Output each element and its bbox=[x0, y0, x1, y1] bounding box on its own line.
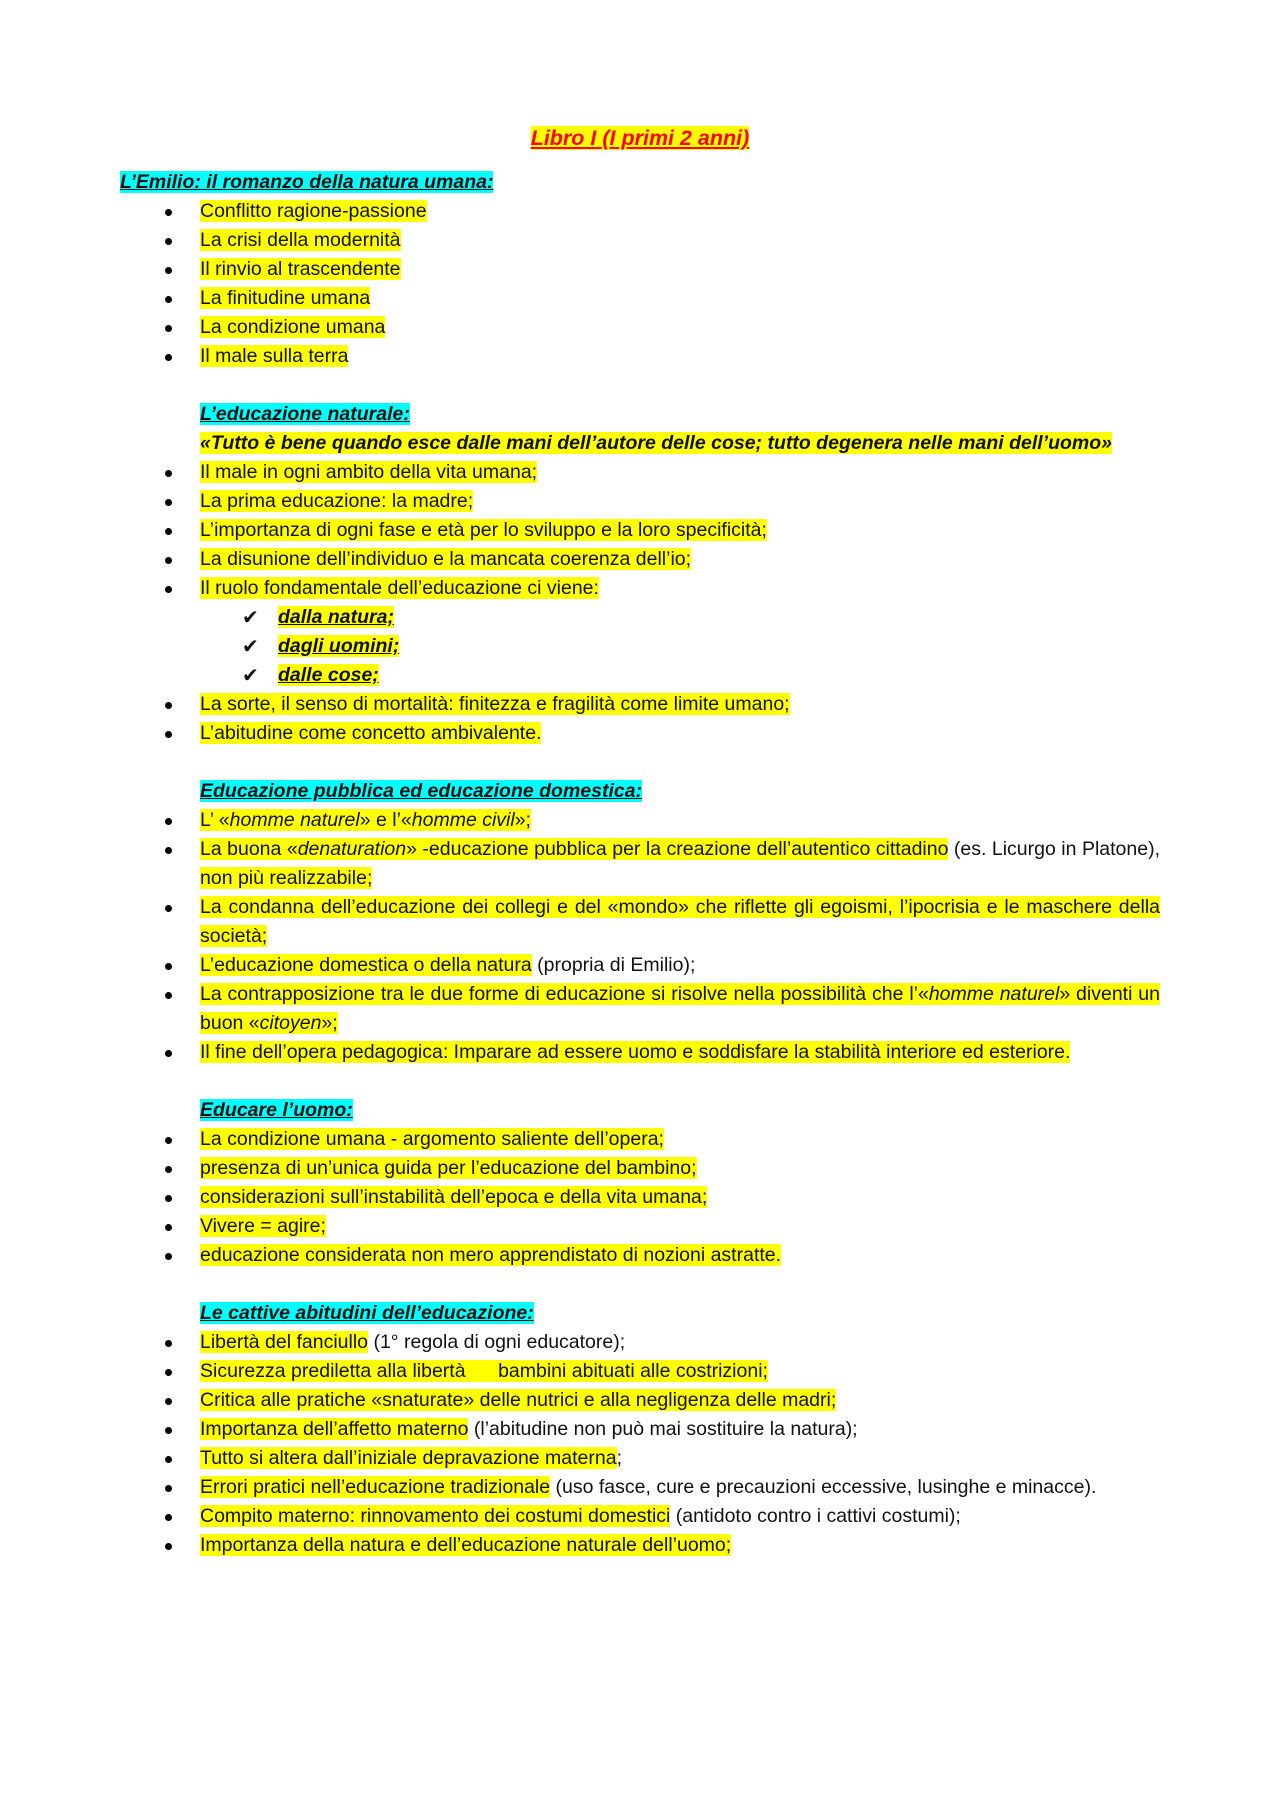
list-item: La buona «denaturation» -educazione pubblica per la creazione dell’autentico cittadino (es. Licurgo in Platone), non più realizzabile; bbox=[120, 835, 1160, 893]
title-part-2: (I primi 2 anni) bbox=[602, 126, 750, 150]
list-item: L’ «homme naturel» e l’«homme civil»; bbox=[120, 806, 1160, 835]
bullet-icon bbox=[165, 1195, 172, 1202]
list-item: L’importanza di ogni fase e età per lo sviluppo e la loro specificità; bbox=[120, 516, 1160, 545]
bullet-icon bbox=[165, 992, 172, 999]
list-item: Il male sulla terra bbox=[120, 342, 1160, 371]
bullet-icon bbox=[165, 963, 172, 970]
list-item: Il fine dell’opera pedagogica: Imparare ad essere uomo e soddisfare la stabilità interiore ed esteriore. bbox=[120, 1038, 1160, 1067]
bullet-icon bbox=[165, 209, 172, 216]
bullet-icon bbox=[165, 1543, 172, 1550]
bullet-icon bbox=[165, 238, 172, 245]
bullet-icon bbox=[165, 1398, 172, 1405]
section-heading-cattive-abitudini: Le cattive abitudini dell’educazione: bbox=[200, 1302, 534, 1324]
checkmark-icon: ✔ bbox=[242, 605, 259, 629]
list-item: L’abitudine come concetto ambivalente. bbox=[120, 719, 1160, 748]
document-content bbox=[120, 124, 1160, 1560]
list-item: Importanza dell’affetto materno (l’abitudine non può mai sostituire la natura); bbox=[120, 1415, 1160, 1444]
section-heading-pubblica-domestica: Educazione pubblica ed educazione domestica: bbox=[200, 780, 643, 802]
list-item: Conflitto ragione-passione bbox=[120, 197, 1160, 226]
list-item: La crisi della modernità bbox=[120, 226, 1160, 255]
bullet-icon bbox=[165, 325, 172, 332]
list-item: considerazioni sull’instabilità dell’epoca e della vita umana; bbox=[120, 1183, 1160, 1212]
list-item: Tutto si altera dall’iniziale depravazione materna; bbox=[120, 1444, 1160, 1473]
bullet-icon bbox=[165, 499, 172, 506]
list-item: L’educazione domestica o della natura (propria di Emilio); bbox=[120, 951, 1160, 980]
list-item: educazione considerata non mero apprendistato di nozioni astratte. bbox=[120, 1241, 1160, 1270]
bullet-icon bbox=[165, 731, 172, 738]
list-item: La finitudine umana bbox=[120, 284, 1160, 313]
bullet-icon bbox=[165, 557, 172, 564]
bullet-icon bbox=[165, 354, 172, 361]
bullet-icon bbox=[165, 470, 172, 477]
bullet-icon bbox=[165, 1224, 172, 1231]
bullet-icon bbox=[165, 818, 172, 825]
sub-list-item: ✔ dalle cose; bbox=[120, 661, 1160, 690]
checkmark-icon: ✔ bbox=[242, 663, 259, 687]
bullet-icon bbox=[165, 702, 172, 709]
bullet-icon bbox=[165, 1427, 172, 1434]
list-item: Il ruolo fondamentale dell’educazione ci viene: bbox=[120, 574, 1160, 603]
spacer bbox=[120, 1067, 1160, 1096]
list-item: presenza di un’unica guida per l’educazione del bambino; bbox=[120, 1154, 1160, 1183]
list-item: Importanza della natura e dell’educazione naturale dell’uomo; bbox=[120, 1531, 1160, 1560]
list-item: La contrapposizione tra le due forme di educazione si risolve nella possibilità che l’«homme naturel» diventi un buon «citoyen»; bbox=[120, 980, 1160, 1038]
list-item: Il male in ogni ambito della vita umana; bbox=[120, 458, 1160, 487]
bullet-icon bbox=[165, 1253, 172, 1260]
section5-list bbox=[120, 1328, 1160, 1560]
bullet-icon bbox=[165, 1340, 172, 1347]
section4-list bbox=[120, 1125, 1160, 1270]
list-item: Vivere = agire; bbox=[120, 1212, 1160, 1241]
bullet-icon bbox=[165, 905, 172, 912]
spacer bbox=[120, 371, 1160, 400]
section3-list bbox=[120, 806, 1160, 1067]
bullet-icon bbox=[165, 1166, 172, 1173]
sub-list-item: ✔ dalla natura; bbox=[120, 603, 1160, 632]
bullet-icon bbox=[165, 1137, 172, 1144]
quote: «Tutto è bene quando esce dalle mani dell’autore delle cose; tutto degenera nelle mani dell’uomo» bbox=[200, 432, 1113, 454]
bullet-icon bbox=[165, 847, 172, 854]
list-item: Critica alle pratiche «snaturate» delle nutrici e alla negligenza delle madri; bbox=[120, 1386, 1160, 1415]
page-title bbox=[120, 124, 1160, 153]
list-item: Sicurezza prediletta alla libertà bambini abituati alle costrizioni; bbox=[120, 1357, 1160, 1386]
list-item: La condizione umana - argomento saliente dell’opera; bbox=[120, 1125, 1160, 1154]
list-item: La sorte, il senso di mortalità: finitezza e fragilità come limite umano; bbox=[120, 690, 1160, 719]
bullet-icon bbox=[165, 1050, 172, 1057]
bullet-icon bbox=[165, 1514, 172, 1521]
bullet-icon bbox=[165, 1456, 172, 1463]
list-item: La prima educazione: la madre; bbox=[120, 487, 1160, 516]
bullet-icon bbox=[165, 267, 172, 274]
list-item: La disunione dell’individuo e la mancata coerenza dell’io; bbox=[120, 545, 1160, 574]
section-heading-emilio: L’Emilio: il romanzo della natura umana: bbox=[120, 171, 494, 193]
checkmark-icon: ✔ bbox=[242, 634, 259, 658]
list-item: Compito materno: rinnovamento dei costumi domestici (antidoto contro i cattivi costumi); bbox=[120, 1502, 1160, 1531]
title-part-1: Libro I bbox=[530, 126, 603, 150]
section-heading-educare-uomo: Educare l’uomo: bbox=[200, 1099, 353, 1121]
bullet-icon bbox=[165, 586, 172, 593]
bullet-icon bbox=[165, 1369, 172, 1376]
section1-list bbox=[120, 197, 1160, 371]
list-item: Errori pratici nell’educazione tradizionale (uso fasce, cure e precauzioni eccessive, lusinghe e minacce). bbox=[120, 1473, 1160, 1502]
section2-list bbox=[120, 458, 1160, 748]
bullet-icon bbox=[165, 528, 172, 535]
bullet-icon bbox=[165, 1485, 172, 1492]
list-item: Libertà del fanciullo (1° regola di ogni educatore); bbox=[120, 1328, 1160, 1357]
list-item: Il rinvio al trascendente bbox=[120, 255, 1160, 284]
sub-list-item: ✔ dagli uomini; bbox=[120, 632, 1160, 661]
list-item: La condanna dell’educazione dei collegi e del «mondo» che riflette gli egoismi, l’ipocrisia e le maschere della società; bbox=[120, 893, 1160, 951]
bullet-icon bbox=[165, 296, 172, 303]
spacer bbox=[120, 1270, 1160, 1299]
spacer bbox=[120, 748, 1160, 777]
section-heading-educazione-naturale: L’educazione naturale: bbox=[200, 403, 410, 425]
list-item: La condizione umana bbox=[120, 313, 1160, 342]
